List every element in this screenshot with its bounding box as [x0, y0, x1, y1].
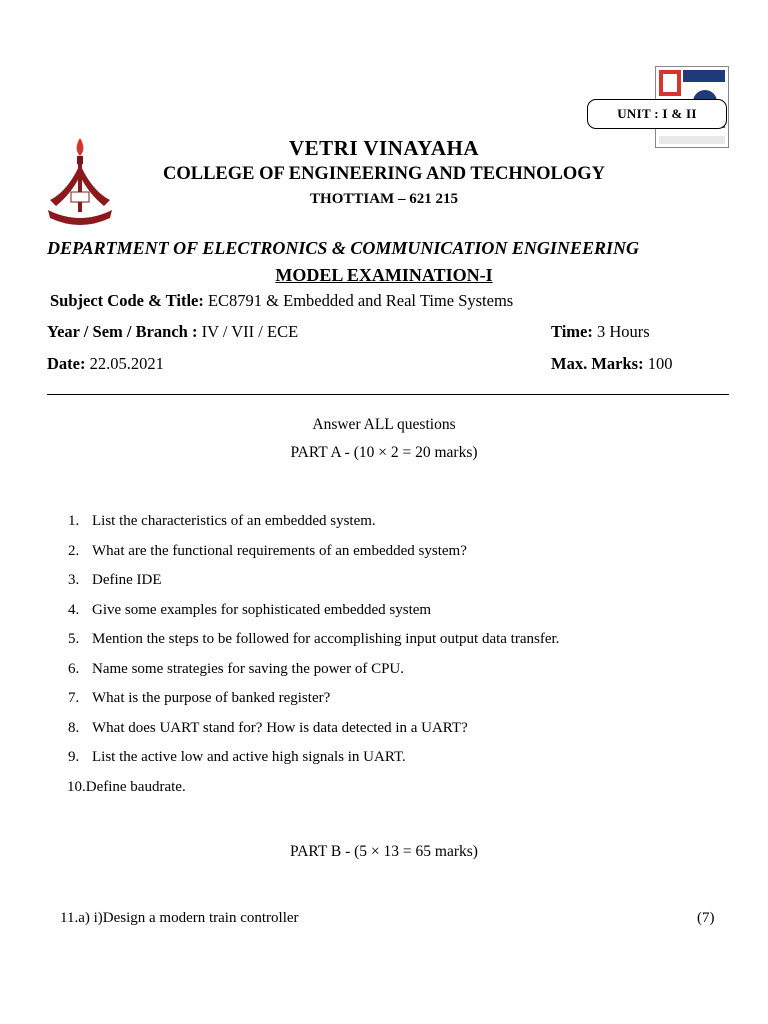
question-text: Name some strategies for saving the power of CPU.	[92, 660, 405, 677]
question-number: 4.	[68, 601, 80, 618]
time-line	[551, 322, 650, 342]
unit-badge: UNIT : I & II	[587, 99, 727, 129]
header-divider	[47, 394, 729, 395]
question-text: Define baudrate.	[85, 778, 186, 795]
college-location: THOTTIAM – 621 215	[310, 191, 458, 207]
question-text: What is the purpose of banked register?	[92, 690, 331, 706]
question-text: What does UART stand for? How is data detected in a UART?	[92, 719, 468, 736]
question-11a-marks: (7)	[697, 910, 715, 926]
question-text: Define IDE	[92, 572, 162, 588]
question-text: List the characteristics of an embedded system.	[92, 513, 376, 529]
part-a-question-list	[68, 510, 559, 805]
question-number: 1.	[68, 513, 80, 529]
question-text: List the active low and active high signals in UART.	[92, 749, 406, 765]
question-item	[68, 717, 559, 747]
question-number: 6.	[68, 660, 80, 677]
question-item	[68, 658, 559, 688]
question-text: What are the functional requirements of an embedded system?	[92, 542, 467, 559]
year-line	[47, 322, 298, 342]
subject-label: Subject Code & Title:	[50, 291, 204, 310]
question-item	[68, 746, 559, 776]
part-b-heading: PART B - (5 × 13 = 65 marks)	[290, 843, 478, 860]
date-label: Date:	[47, 354, 86, 373]
question-text: Give some examples for sophisticated embedded system	[92, 601, 432, 618]
time-label: Time:	[551, 322, 593, 341]
question-item	[68, 510, 559, 540]
question-number: 8.	[68, 719, 80, 736]
exam-title: MODEL EXAMINATION-I	[275, 265, 493, 285]
date-line	[47, 354, 164, 374]
time-value: 3 Hours	[592, 322, 650, 341]
question-text: Mention the steps to be followed for accomplishing input output data transfer.	[92, 631, 560, 647]
college-name: VETRI VINAYAHA	[288, 136, 480, 160]
part-a-heading: PART A - (10 × 2 = 20 marks)	[290, 444, 478, 461]
question-number: 9.	[68, 749, 80, 765]
question-item	[68, 687, 559, 717]
max-marks-line	[551, 354, 672, 374]
max-marks-label: Max. Marks:	[551, 354, 644, 373]
subject-value: EC8791 & Embedded and Real Time Systems	[203, 291, 514, 310]
year-label: Year / Sem / Branch :	[47, 322, 198, 341]
instructions: Answer ALL questions	[312, 416, 456, 433]
college-subtitle: COLLEGE OF ENGINEERING AND TECHNOLOGY	[162, 164, 606, 184]
question-number: 10.	[67, 778, 86, 795]
question-number: 2.	[68, 542, 80, 559]
year-value: IV / VII / ECE	[197, 322, 299, 341]
question-item	[68, 628, 559, 658]
max-marks-value: 100	[643, 354, 673, 373]
question-number: 7.	[68, 690, 80, 706]
question-item	[68, 776, 559, 806]
question-item	[68, 569, 559, 599]
department-title: DEPARTMENT OF ELECTRONICS & COMMUNICATION ENGINEERING	[47, 238, 639, 258]
date-value: 22.05.2021	[85, 354, 164, 373]
question-number: 3.	[68, 572, 80, 588]
question-11a: 11.a) i)Design a modern train controller	[60, 910, 299, 926]
question-number: 5.	[68, 631, 80, 647]
question-item	[68, 540, 559, 570]
question-item	[68, 599, 559, 629]
subject-line	[50, 291, 513, 311]
